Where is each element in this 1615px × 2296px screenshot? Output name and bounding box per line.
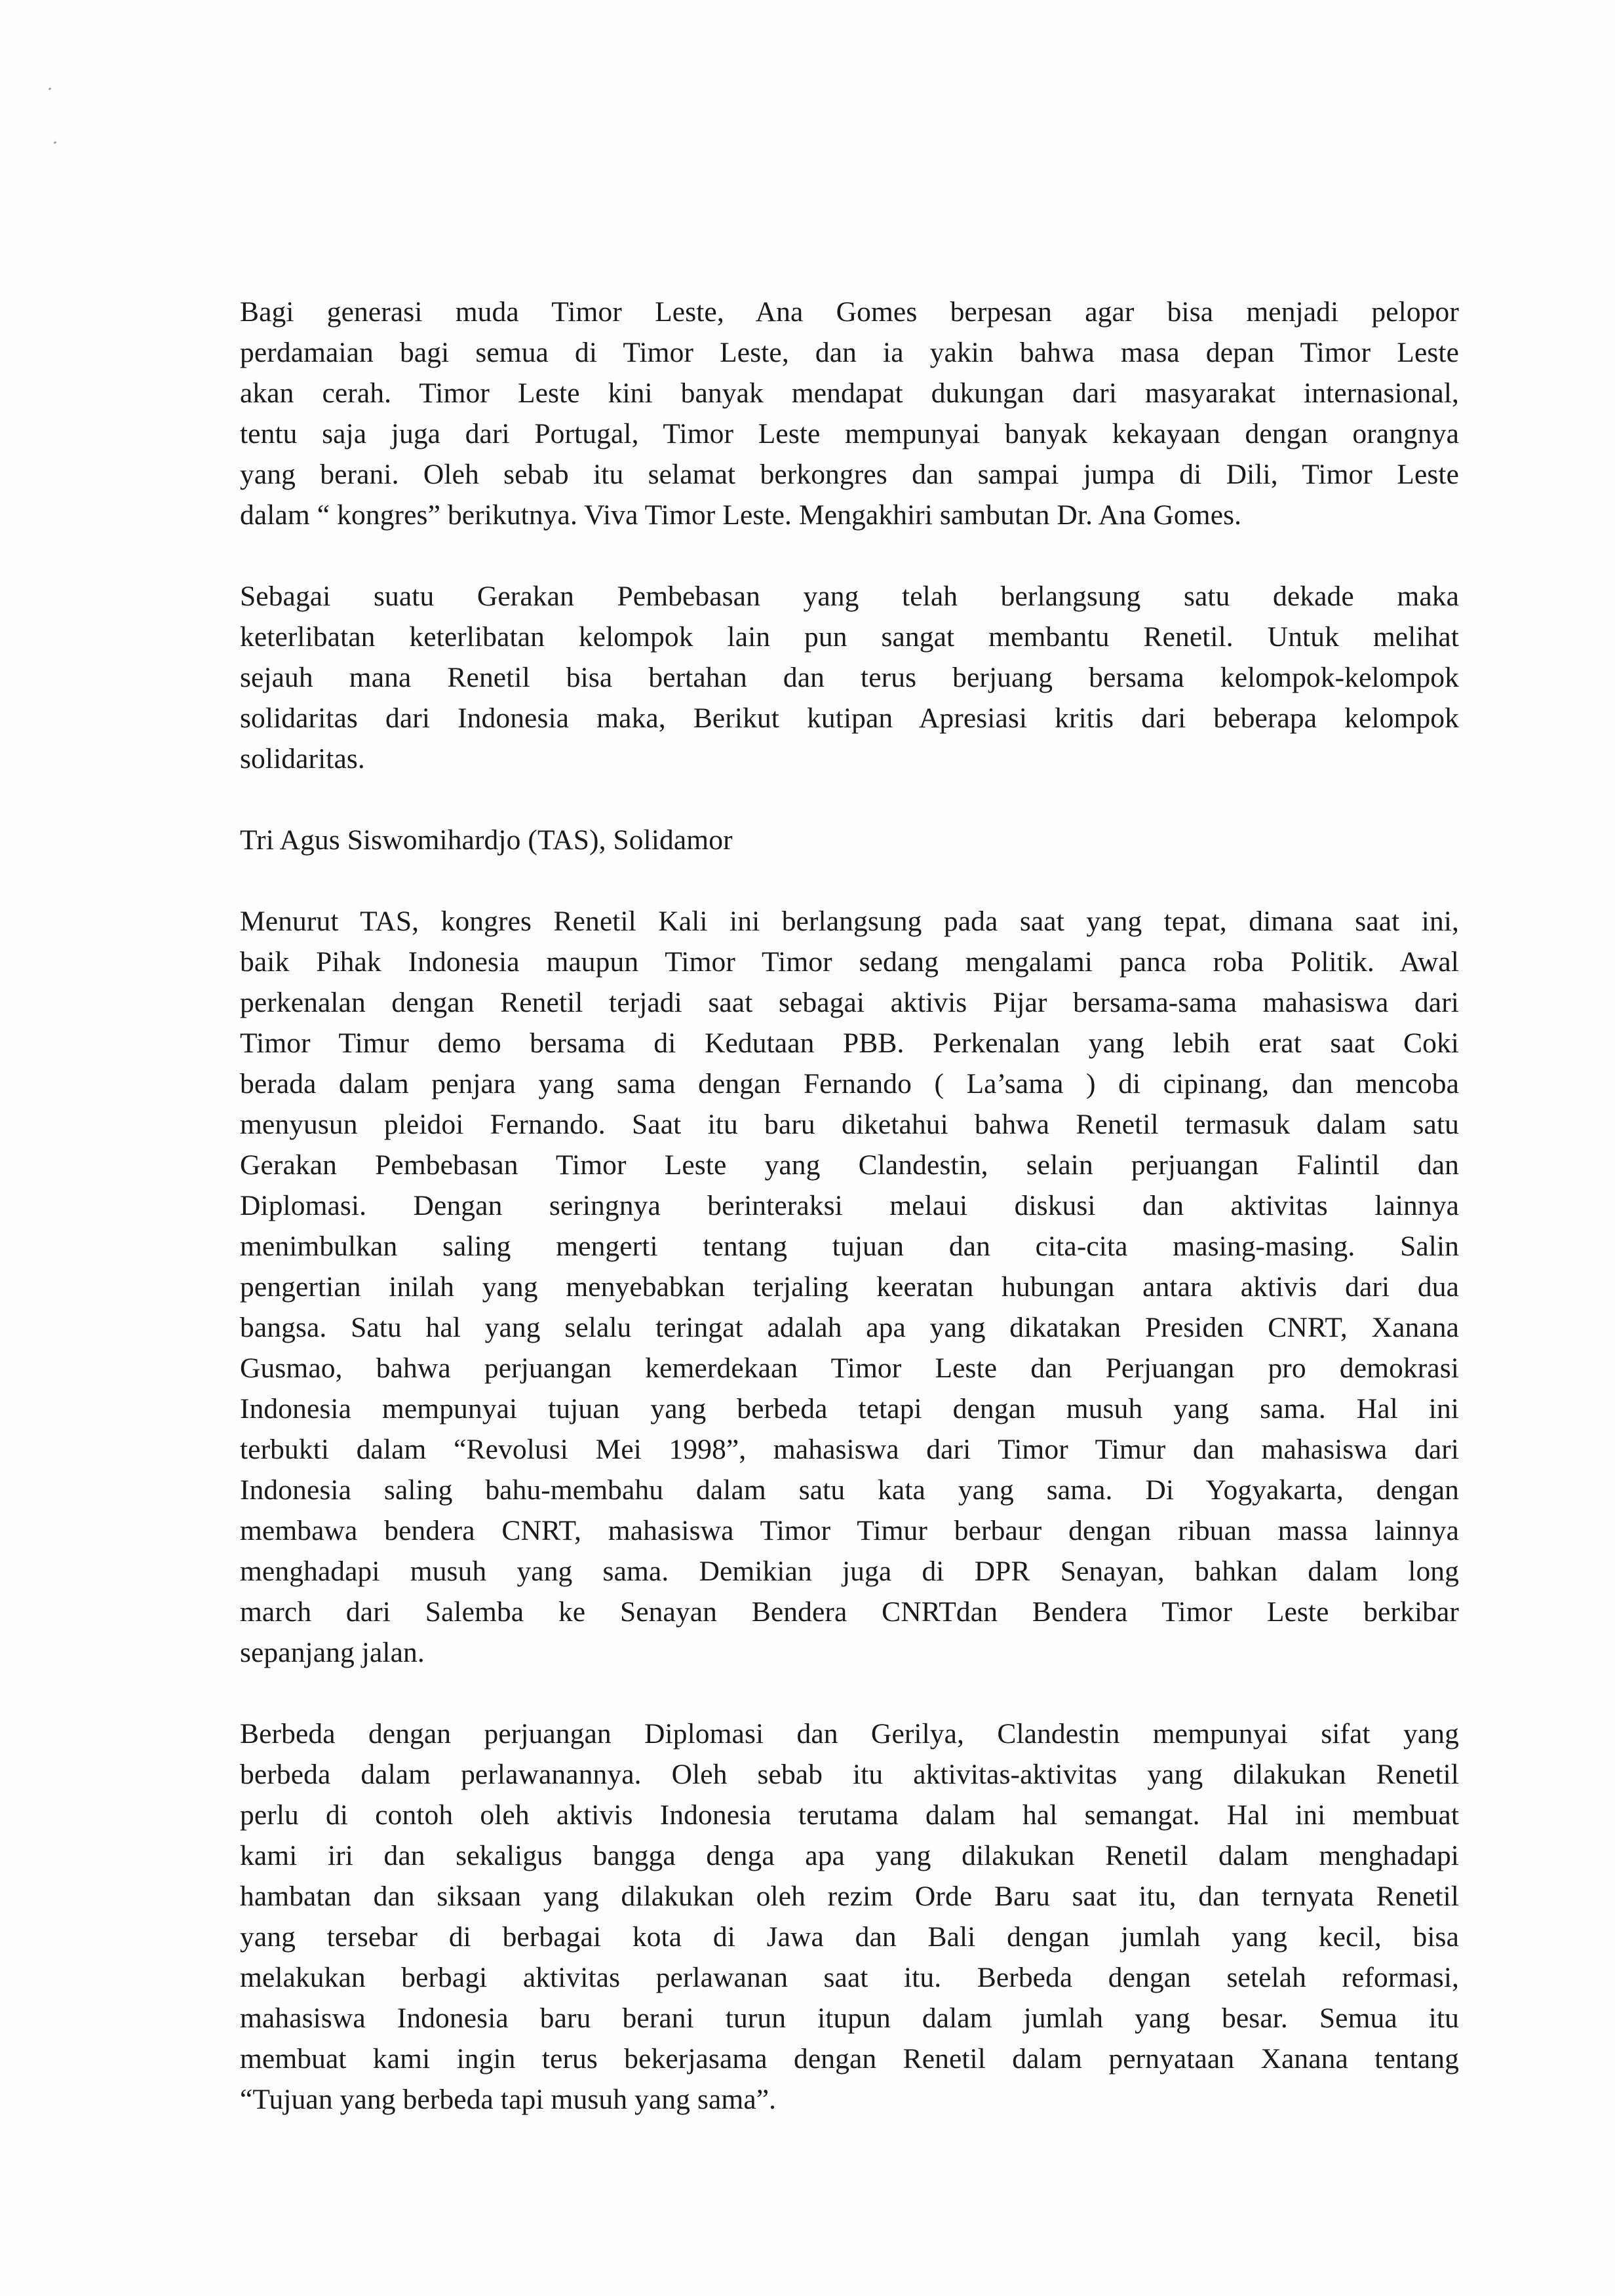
text-line: march dari Salemba ke Senayan Bendera CNRTdan Bendera Timor Leste berkibar (240, 1596, 1459, 1628)
text-line: menghadapi musuh yang sama. Demikian juga di DPR Senayan, bahkan dalam long (240, 1556, 1459, 1587)
text-line: perlu di contoh oleh aktivis Indonesia terutama dalam hal semangat. Hal ini membuat (240, 1799, 1459, 1831)
text-line: “Tujuan yang berbeda tapi musuh yang sama”. (240, 2084, 777, 2115)
text-line: perkenalan dengan Renetil terjadi saat sebagai aktivis Pijar bersama-sama mahasiswa dari (240, 987, 1459, 1018)
text-line: solidaritas dari Indonesia maka, Berikut kutipan Apresiasi kritis dari beberapa kelompok (240, 702, 1459, 734)
text-line: yang tersebar di berbagai kota di Jawa dan Bali dengan jumlah yang kecil, bisa (240, 1921, 1459, 1953)
text-line: Indonesia mempunyai tujuan yang berbeda tetapi dengan musuh yang sama. Hal ini (240, 1393, 1459, 1425)
text-line: Gusmao, bahwa perjuangan kemerdekaan Timor Leste dan Perjuangan pro demokrasi (240, 1352, 1459, 1384)
text-line: Timor Timur demo bersama di Kedutaan PBB. Perkenalan yang lebih erat saat Coki (240, 1027, 1459, 1059)
section-heading: Tri Agus Siswomihardjo (TAS), Solidamor (240, 824, 733, 856)
text-line: sejauh mana Renetil bisa bertahan dan terus berjuang bersama kelompok-kelompok (240, 662, 1459, 693)
text-line: pengertian inilah yang menyebabkan terjaling keeratan hubungan antara aktivis dari dua (240, 1271, 1459, 1303)
text-line: berada dalam penjara yang sama dengan Fernando ( La’sama ) di cipinang, dan mencoba (240, 1068, 1459, 1100)
text-line: dalam “ kongres” berikutnya. Viva Timor Leste. Mengakhiri sambutan Dr. Ana Gomes. (240, 499, 1242, 531)
text-line: mahasiswa Indonesia baru berani turun itupun dalam jumlah yang besar. Semua itu (240, 2002, 1459, 2034)
text-line: perdamaian bagi semua di Timor Leste, dan ia yakin bahwa masa depan Timor Leste (240, 337, 1459, 368)
text-line: baik Pihak Indonesia maupun Timor Timor sedang mengalami panca roba Politik. Awal (240, 946, 1459, 978)
text-line: Indonesia saling bahu-membahu dalam satu kata yang sama. Di Yogyakarta, dengan (240, 1474, 1459, 1506)
paragraph-spacer (240, 860, 1459, 901)
text-line: hambatan dan siksaan yang dilakukan oleh rezim Orde Baru saat itu, dan ternyata Renetil (240, 1881, 1459, 1912)
text-line: tentu saja juga dari Portugal, Timor Leste mempunyai banyak kekayaan dengan orangnya (240, 418, 1459, 450)
text-line: Diplomasi. Dengan seringnya berinteraksi melaui diskusi dan aktivitas lainnya (240, 1190, 1459, 1221)
paragraph-clandestine-struggle (240, 1713, 1459, 2120)
text-line: menyusun pleidoi Fernando. Saat itu baru diketahui bahwa Renetil termasuk dalam satu (240, 1109, 1459, 1140)
text-line: Bagi generasi muda Timor Leste, Ana Gomes berpesan agar bisa menjadi pelopor (240, 296, 1459, 328)
text-line: Gerakan Pembebasan Timor Leste yang Clandestin, selain perjuangan Falintil dan (240, 1149, 1459, 1181)
text-line: kami iri dan sekaligus bangga denga apa yang dilakukan Renetil dalam menghadapi (240, 1840, 1459, 1871)
text-line: bangsa. Satu hal yang selalu teringat adalah apa yang dikatakan Presiden CNRT, Xanana (240, 1312, 1459, 1343)
text-line: melakukan berbagi aktivitas perlawanan saat itu. Berbeda dengan setelah reformasi, (240, 1962, 1459, 1993)
paragraph-spacer (240, 535, 1459, 576)
text-line: akan cerah. Timor Leste kini banyak mendapat dukungan dari masyarakat internasional, (240, 377, 1459, 409)
paragraph-spacer (240, 1673, 1459, 1713)
paragraph-solidarity-intro (240, 576, 1459, 779)
text-line: membawa bendera CNRT, mahasiswa Timor Timur berbaur dengan ribuan massa lainnya (240, 1515, 1459, 1546)
text-line: Menurut TAS, kongres Renetil Kali ini berlangsung pada saat yang tepat, dimana saat ini, (240, 906, 1459, 937)
text-line: terbukti dalam “Revolusi Mei 1998”, mahasiswa dari Timor Timur dan mahasiswa dari (240, 1434, 1459, 1465)
text-line: solidaritas. (240, 743, 365, 775)
text-line: menimbulkan saling mengerti tentang tujuan dan cita-cita masing-masing. Salin (240, 1231, 1459, 1262)
scan-speck-mark (49, 87, 52, 90)
text-line: sepanjang jalan. (240, 1637, 425, 1668)
text-line: membuat kami ingin terus bekerjasama dengan Renetil dalam pernyataan Xanana tentang (240, 2043, 1459, 2075)
scan-speck-mark (54, 141, 57, 144)
text-line: yang berani. Oleh sebab itu selamat berkongres dan sampai jumpa di Dili, Timor Leste (240, 459, 1459, 490)
text-line: Sebagai suatu Gerakan Pembebasan yang telah berlangsung satu dekade maka (240, 581, 1459, 612)
paragraph-spacer (240, 779, 1459, 820)
paragraph-ana-gomes-message (240, 292, 1459, 535)
paragraph-tas-statement (240, 901, 1459, 1673)
text-line: berbeda dalam perlawanannya. Oleh sebab itu aktivitas-aktivitas yang dilakukan Renetil (240, 1759, 1459, 1790)
text-line: Berbeda dengan perjuangan Diplomasi dan Gerilya, Clandestin mempunyai sifat yang (240, 1718, 1459, 1750)
document-body (240, 292, 1459, 2120)
text-line: keterlibatan keterlibatan kelompok lain pun sangat membantu Renetil. Untuk melihat (240, 621, 1459, 653)
